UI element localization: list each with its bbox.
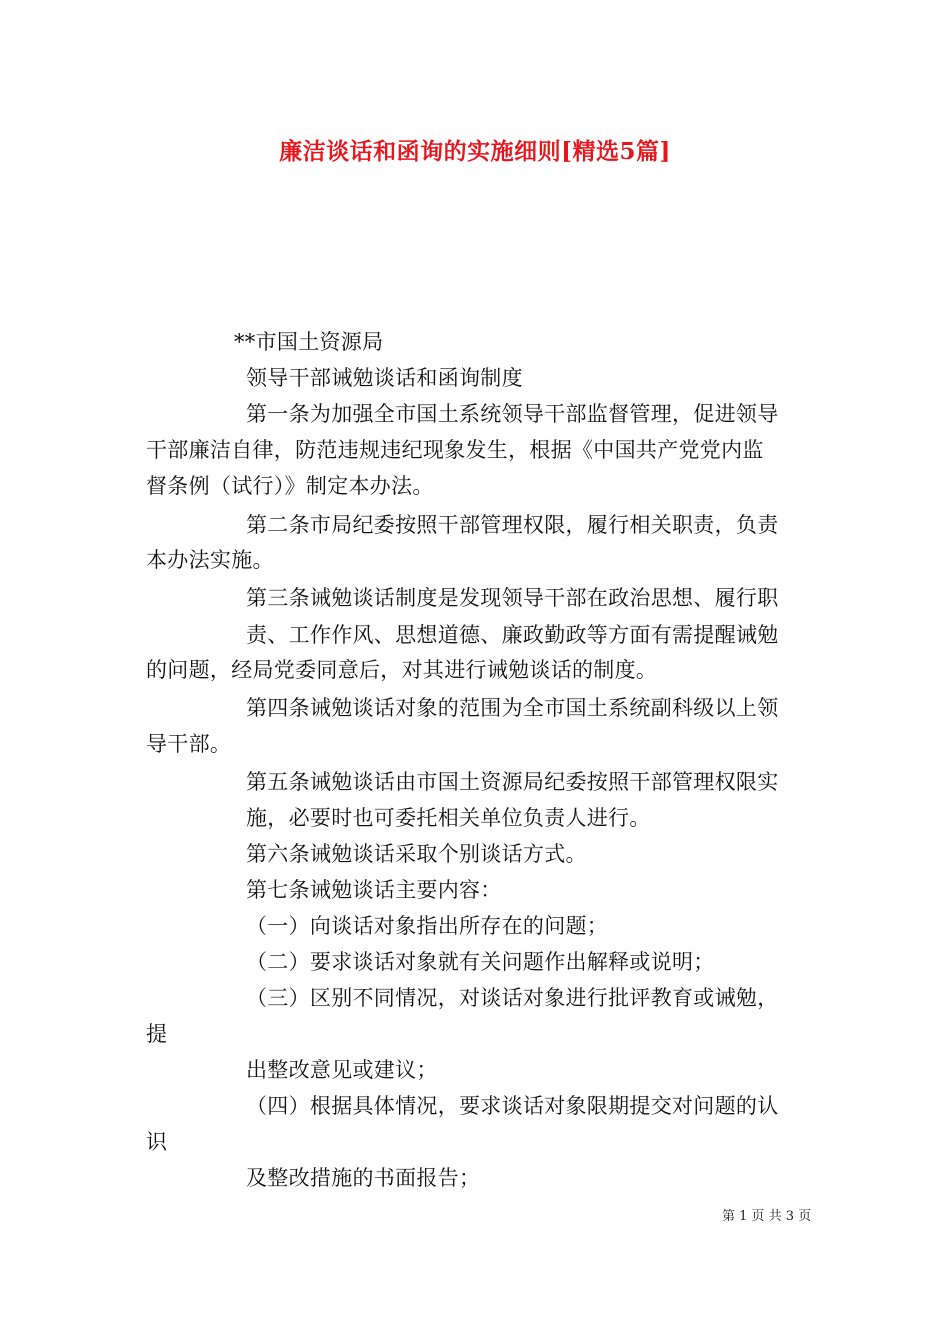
article-7-item-3-line-1: （三）区别不同情况，对谈话对象进行批评教育或诫勉，: [246, 986, 779, 1010]
article-7-item-1: （一）向谈话对象指出所存在的问题；: [246, 914, 609, 938]
article-5-line-2: 施，必要时也可委托相关单位负责人进行。: [246, 806, 651, 830]
article-4-line-1: 第四条诫勉谈话对象的范围为全市国土系统副科级以上领: [246, 696, 779, 720]
article-4-line-2: 导干部。: [146, 732, 232, 756]
article-1-line-1: 第一条为加强全市国土系统领导干部监督管理，促进领导: [246, 402, 779, 426]
article-7-item-4-line-2: 识: [146, 1130, 168, 1154]
article-1-line-3: 督条例（试行）》制定本办法。: [146, 474, 434, 498]
article-5-line-1: 第五条诫勉谈话由市国土资源局纪委按照干部管理权限实: [246, 770, 779, 794]
article-7-item-3-line-2: 提: [146, 1022, 168, 1046]
article-7-item-4-line-3: 及整改措施的书面报告；: [246, 1166, 481, 1190]
article-6: 第六条诫勉谈话采取个别谈话方式。: [246, 842, 587, 866]
article-3-line-1: 第三条诫勉谈话制度是发现领导干部在政治思想、履行职: [246, 586, 779, 610]
article-2-line-2: 本办法实施。: [146, 548, 274, 572]
article-7-item-3-line-3: 出整改意见或建议；: [246, 1058, 438, 1082]
article-7-heading: 第七条诫勉谈话主要内容：: [246, 878, 502, 902]
article-3-line-3: 的问题，经局党委同意后，对其进行诫勉谈话的制度。: [146, 658, 658, 682]
article-3-line-2: 责、工作作风、思想道德、廉政勤政等方面有需提醒诫勉: [246, 623, 779, 647]
page-number-footer: 第 1 页 共 3 页: [722, 1209, 812, 1224]
article-2-line-1: 第二条市局纪委按照干部管理权限，履行相关职责，负责: [246, 513, 779, 537]
regulation-name: 领导干部诫勉谈话和函询制度: [246, 366, 523, 390]
article-7-item-2: （二）要求谈话对象就有关问题作出解释或说明；: [246, 950, 715, 974]
document-title: 廉洁谈话和函询的实施细则[精选5篇]: [279, 138, 671, 165]
organization-line: **市国土资源局: [234, 330, 384, 354]
article-7-item-4-line-1: （四）根据具体情况，要求谈话对象限期提交对问题的认: [246, 1094, 779, 1118]
article-1-line-2: 干部廉洁自律，防范违规违纪现象发生，根据《中国共产党党内监: [146, 438, 764, 462]
